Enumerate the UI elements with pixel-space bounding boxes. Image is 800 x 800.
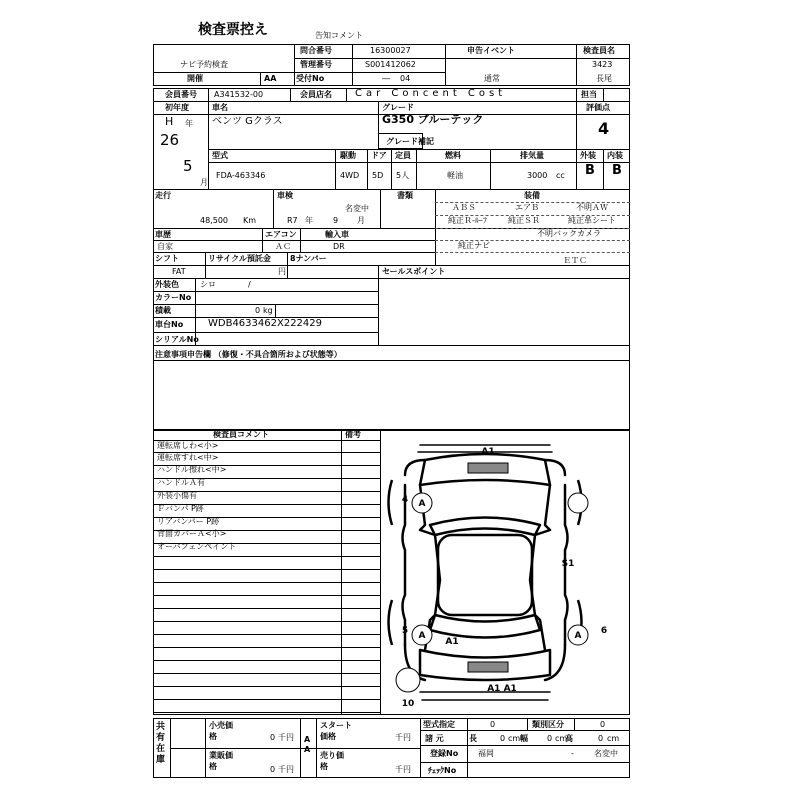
sell-price-label: 売り価格 [320,751,344,771]
mgmt-no-label: 管理番号 [300,60,332,69]
car-name: ベンツ Gクラス [212,116,283,127]
wholesale-price: 0 [270,765,276,774]
comment-rule [153,686,380,687]
mileage-value: 48,500 [200,216,228,225]
seats-value: 5人 [396,171,410,180]
reg-note: 名変中 [594,749,618,758]
diagram-mark: A1 [445,637,459,647]
inspector-name: 長尾 [596,74,612,83]
serial-label: シリアルNo [155,335,199,344]
inspection-year: 9 [333,216,339,225]
event-label: 申告イベント [467,46,515,55]
comment-rule [153,660,380,661]
car-damage-diagram [380,430,630,715]
comment-rule [153,608,380,609]
venue-value: AA [264,74,277,83]
month-unit: 月 [200,178,208,187]
car-name-label: 車名 [212,103,228,112]
inspection-month-unit: 月 [357,216,365,225]
comment-rule [153,569,380,570]
notice-label: 告知コメント [315,31,363,40]
mileage-label: 走行 [155,191,171,200]
int-grade: B [612,163,622,178]
diagram-mark: A [418,499,426,509]
event-value: 通常 [484,74,500,83]
use-value: 自家 [157,242,173,251]
equip-item: 純正革シート [568,216,616,225]
inspection-label: 車検 [277,191,293,200]
grade-sup-label: グレード補記 [386,137,434,146]
comment-rule [153,673,380,674]
score-value: 4 [598,119,610,138]
chassis-value: WDB4633462X222429 [208,318,323,329]
color-value: シロ [200,280,216,289]
ac-value: ＡＣ [275,242,291,251]
fuel-label: 燃料 [445,151,461,160]
shift-label: シフト [155,254,179,263]
diagram-mark: 6 [600,626,608,636]
comment-rule [153,556,380,557]
type-label: 型式指定 [423,720,455,729]
inspector-id: 3423 [592,60,613,69]
length-value: 0 [500,734,506,743]
comment-rule [153,595,380,596]
height-label: 高 [565,734,573,743]
drive-value: 4WD [340,171,360,180]
comment-rule [153,712,380,713]
wholesale-price-label: 業販価格 [209,751,233,771]
class-label: 類別区分 [532,720,564,729]
displacement-label: 排気量 [520,151,544,160]
first-reg-label: 初年度 [165,103,189,112]
docs-label: 書類 [397,191,413,200]
ext-grade: B [585,163,595,178]
equip-item: 不明バックカメラ [537,229,601,238]
mileage-unit: Km [243,216,257,225]
equip-item: 純正Ｒ-ﾙｰﾌ [448,216,487,225]
equip-item: 純正ＳＲ [508,216,540,225]
door-label: ドア [371,151,387,160]
reception-label: 受付No [296,74,325,83]
diagram-mark: 4 [401,495,409,505]
color-label: 外装色 [155,280,179,289]
use-label: 車歴 [155,230,171,239]
sell-unit: 千円 [395,765,411,774]
wholesale-unit: 千円 [278,765,294,774]
start-price-label: スタート価格 [320,721,352,741]
import-label: 輸入車 [325,230,349,239]
year-unit: 年 [185,119,193,128]
reception-no: 04 [400,74,411,83]
comment-rule [153,621,380,622]
comment-item: リアバンパー P跡 [157,517,220,526]
shop-label: 会員店名 [300,90,332,99]
comment-rule [153,699,380,700]
comment-item: ハンドルＡ有 [157,478,205,487]
retail-price-label: 小売価格 [209,721,233,741]
length-unit: cm [508,734,521,743]
comment-item: ハンドル擦れ<中> [157,465,227,474]
displacement-unit: cc [556,171,565,180]
comment-rule [153,634,380,635]
check-label: ﾁｪｯｸNo [428,766,457,775]
diagram-mark: A1 [481,447,495,457]
venue-note: ナビ予約検査 [180,60,228,69]
start-unit: 千円 [395,733,411,742]
comment-rule [153,582,380,583]
load-label: 積載 [155,306,171,315]
a-mark: A [304,735,311,744]
model-label: 型式 [212,151,228,160]
colorno-label: カラーNo [155,293,192,302]
equip-item: ＡＢＳ [452,203,476,212]
comments-label: 検査員コメント [213,430,269,439]
height-value: 0 [598,734,604,743]
displacement-value: 3000 [527,171,548,180]
staff-label: 担当 [581,90,597,99]
notes-label: 注意事項申告欄 （修復・不具合箇所および状態等） [155,350,342,359]
load-value: 0 [255,306,261,315]
sales-point-label: セールスポイント [382,267,446,276]
inspection-year-unit: 年 [305,216,313,225]
inspection-era: R7 [287,216,298,225]
diagram-mark: A1 A1 [487,684,517,694]
diagram-mark: A [574,631,582,641]
fuel-value: 軽油 [447,171,463,180]
type-value: 0 [490,720,496,729]
diagram-mark: 5 [401,626,409,636]
request-no: 16300027 [370,46,411,55]
diagram-mark: A [418,631,426,641]
recycle-unit: 円 [278,267,286,276]
equip-item: 純正ナビ [458,241,490,250]
equip-item: 不明ＡＷ [576,203,608,212]
seats-label: 定員 [395,151,411,160]
grade-label: グレード [382,103,414,112]
load-unit: kg [263,306,273,315]
diagram-mark: 10 [401,699,415,709]
comment-rule [153,647,380,648]
reg-value: 福岡 [478,749,494,758]
docs-value: 名変中 [345,204,369,213]
remarks-label: 備考 [345,430,361,439]
member-no-label: 会員番号 [165,90,197,99]
length-label: 長 [469,734,477,743]
first-reg-month: 5 [183,157,193,175]
sheet-title: 検査票控え [198,22,268,38]
equip-item: エアＢ [515,203,539,212]
recycle-label: リサイクル預託金 [208,254,271,263]
request-no-label: 問合番号 [300,46,332,55]
height-unit: cm [607,734,620,743]
shared-stock-label: 共有在庫 [156,722,166,765]
color-slash: / [248,280,251,289]
reg-label: 登録No [430,749,459,758]
shift-value: FAT [172,267,186,276]
plate-label: 8ナンバー [290,254,327,263]
score-label: 評価点 [586,103,610,112]
width-value: 0 [547,734,553,743]
member-no: A341532-00 [214,90,264,99]
first-reg-era: H [165,115,174,128]
comment-item: 運転席すれ<中> [157,453,219,462]
class-value: 0 [600,720,606,729]
comment-item: 外装小傷有 [157,491,197,500]
shop-name: Car Concent Cost [355,88,507,99]
width-unit: cm [555,734,568,743]
retail-price: 0 [270,733,276,742]
comment-item: オーバフェンペイント [157,542,237,551]
ac-label: エアコン [265,230,297,239]
door-value: 5D [372,171,384,180]
grade-value: G350 ブルーテック [382,113,484,126]
comment-item: 運転席しわ<小> [157,441,219,450]
spec-label: 諸 元 [425,734,444,743]
inspector-label: 検査員名 [583,46,615,55]
width-label: 幅 [520,734,528,743]
a-mark: A [304,745,311,754]
reception-dash: ― [382,74,390,83]
retail-unit: 千円 [278,733,294,742]
venue-label: 開催 [187,74,203,83]
drive-label: 駆動 [340,151,356,160]
chassis-label: 車台No [155,320,184,329]
ext-label: 外装 [580,151,596,160]
comment-item: 背面カバーＡ<小> [157,529,227,538]
equip-label: 装備 [524,191,540,200]
int-label: 内装 [607,151,623,160]
reg-dash: - [571,749,574,758]
import-value: DR [333,242,345,251]
equip-item: ＥＴＣ [563,256,587,265]
model-value: FDA-463346 [216,171,266,180]
diagram-mark: S1 [561,559,575,569]
first-reg-year: 26 [160,131,180,149]
comment-item: Ｆバンパ P跡 [157,504,204,513]
mgmt-no: S001412062 [365,60,416,69]
